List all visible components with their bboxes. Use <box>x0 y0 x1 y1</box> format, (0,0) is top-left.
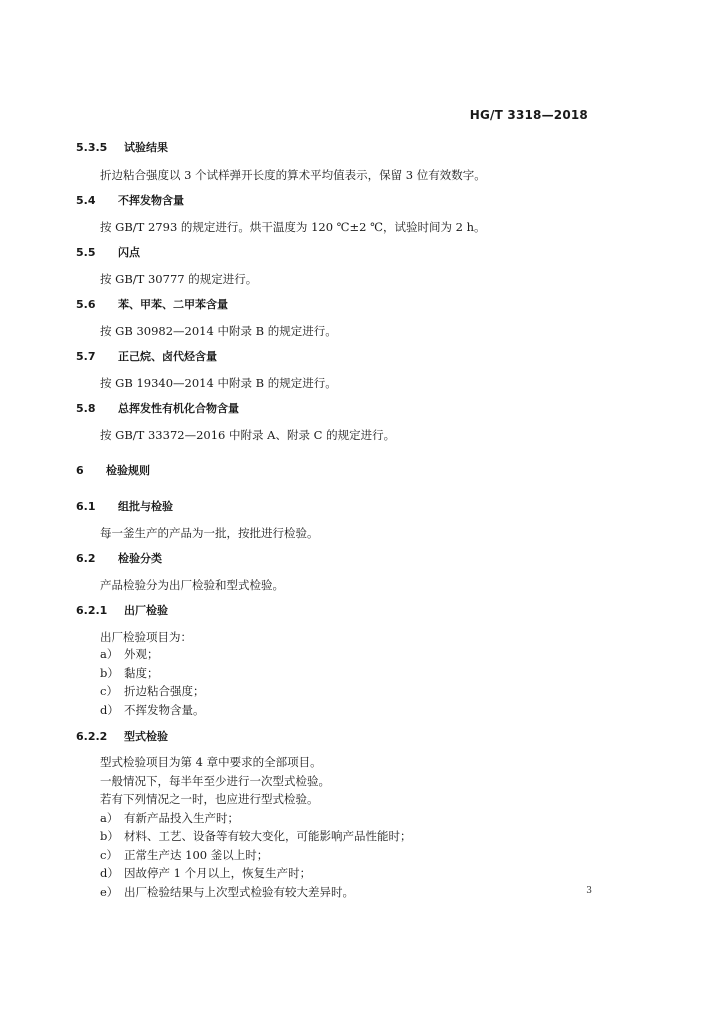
heading-5-7 <box>76 349 596 365</box>
list-item <box>76 682 596 701</box>
list-item <box>76 883 596 902</box>
list-marker: e） <box>100 884 119 899</box>
paragraph: 按 GB/T 30777 的规定进行。 <box>100 272 258 286</box>
section-number: 6.1 <box>76 500 96 513</box>
list-marker: a） <box>100 647 119 661</box>
page-number: 3 <box>586 886 592 896</box>
section-title: 苯、甲苯、二甲苯含量 <box>118 298 228 311</box>
heading-6-2-1 <box>76 603 596 619</box>
heading-6-2-2 <box>76 729 596 745</box>
heading-6-2 <box>76 551 596 567</box>
section-number: 5.6 <box>76 298 96 311</box>
heading-5-5 <box>76 245 596 261</box>
list-item <box>76 846 596 865</box>
section-title: 型式检验 <box>124 730 168 743</box>
list-marker: d） <box>100 866 119 880</box>
list-marker: d） <box>100 702 119 717</box>
section-title: 正己烷、卤代烃含量 <box>118 350 217 363</box>
section-title: 出厂检验 <box>124 604 168 617</box>
list-item <box>76 827 596 846</box>
paragraph-line: 一般情况下，每半年至少进行一次型式检验。 <box>100 773 330 788</box>
list-item <box>76 664 596 683</box>
section-number: 5.5 <box>76 246 96 259</box>
list-text: 正常生产达 100 釜以上时； <box>124 847 269 862</box>
paragraph: 按 GB/T 33372—2016 中附录 A、附录 C 的规定进行。 <box>100 428 396 442</box>
paragraph: 按 GB 19340—2014 中附录 B 的规定进行。 <box>100 376 337 390</box>
list-marker: b） <box>100 829 119 843</box>
list-text: 材料、工艺、设备等有较大变化，可能影响产品性能时； <box>124 829 412 843</box>
heading-5-6 <box>76 297 596 313</box>
section-title: 总挥发性有机化合物含量 <box>118 402 239 415</box>
heading-6 <box>76 463 596 479</box>
paragraph: 按 GB 30982—2014 中附录 B 的规定进行。 <box>100 324 337 338</box>
paragraph-line: 若有下列情况之一时，也应进行型式检验。 <box>100 792 319 806</box>
heading-5-8 <box>76 401 596 417</box>
section-number: 5.7 <box>76 350 96 363</box>
standard-code: HG/T 3318—2018 <box>469 108 588 122</box>
list-item <box>76 809 596 828</box>
section-title: 组批与检验 <box>118 500 173 513</box>
heading-5-3-5 <box>76 140 596 156</box>
section-number: 5.8 <box>76 402 96 415</box>
paragraph: 每一釜生产的产品为一批，按批进行检验。 <box>100 526 319 540</box>
list-marker: c） <box>100 684 118 698</box>
heading-5-4 <box>76 193 596 209</box>
chapter-title: 检验规则 <box>106 464 150 477</box>
section-title: 试验结果 <box>124 141 168 154</box>
list-text: 因故停产 1 个月以上，恢复生产时； <box>124 866 312 880</box>
list-item <box>76 864 596 883</box>
heading-6-1 <box>76 499 596 515</box>
paragraph: 出厂检验项目为： <box>100 630 192 644</box>
list-marker: a） <box>100 810 119 825</box>
list-item <box>76 701 596 720</box>
section-number: 6.2 <box>76 552 96 565</box>
list-text: 不挥发物含量。 <box>124 702 205 717</box>
list-text: 外观； <box>124 647 159 661</box>
list-marker: b） <box>100 665 119 680</box>
section-title: 闪点 <box>118 246 140 259</box>
section-number: 5.4 <box>76 194 96 207</box>
section-number: 6.2.1 <box>76 604 108 617</box>
chapter-number: 6 <box>76 464 84 477</box>
list-marker: c） <box>100 847 118 862</box>
section-number: 5.3.5 <box>76 141 108 154</box>
section-title: 检验分类 <box>118 552 162 565</box>
list-text: 折边粘合强度； <box>124 684 205 698</box>
paragraph: 产品检验分为出厂检验和型式检验。 <box>100 578 284 592</box>
list-text: 出厂检验结果与上次型式检验有较大差异时。 <box>124 884 354 899</box>
paragraph: 按 GB/T 2793 的规定进行。烘干温度为 120 ℃±2 ℃，试验时间为 2 h。 <box>100 220 486 234</box>
list-text: 黏度； <box>124 665 159 680</box>
paragraph: 折边粘合强度以 3 个试样弹开长度的算术平均值表示，保留 3 位有效数字。 <box>100 168 486 182</box>
paragraph-line: 型式检验项目为第 4 章中要求的全部项目。 <box>100 755 322 769</box>
section-title: 不挥发物含量 <box>118 194 184 207</box>
document-body <box>76 140 596 901</box>
section-number: 6.2.2 <box>76 730 108 743</box>
list-text: 有新产品投入生产时； <box>124 810 239 825</box>
list-item <box>76 645 596 664</box>
